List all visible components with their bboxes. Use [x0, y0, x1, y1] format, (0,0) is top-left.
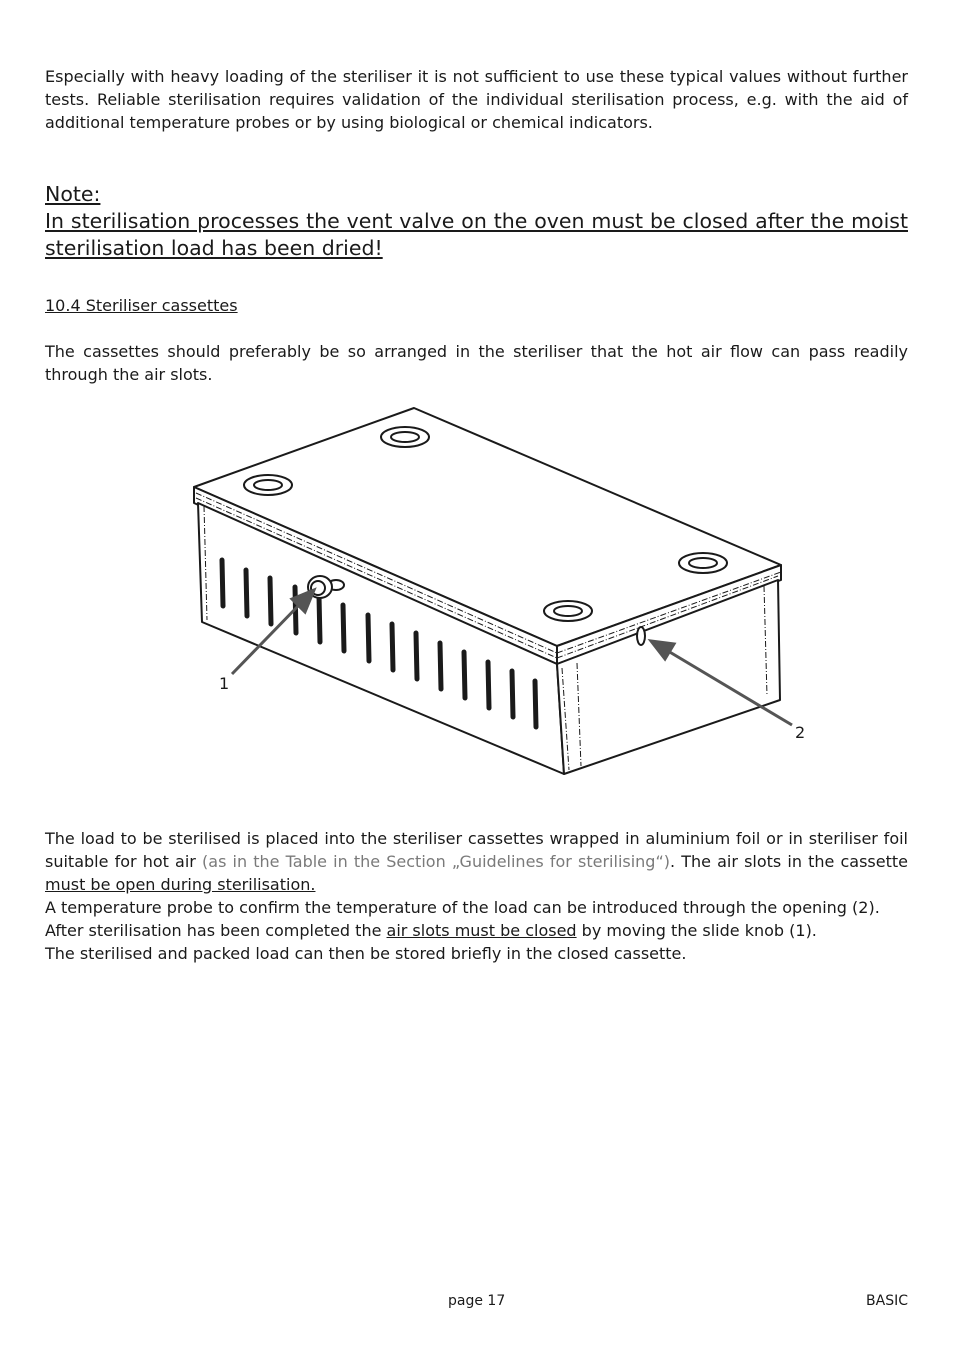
section-heading: 10.4 Steriliser cassettes: [45, 296, 238, 315]
body-p4: The sterilised and packed load can then be stored briefly in the closed cassette.: [45, 944, 687, 963]
body-p3-end: by moving the slide knob (1).: [576, 921, 817, 940]
cassette-illustration: [180, 400, 800, 790]
air-slots-open-note: must be open during sterilisation.: [45, 875, 316, 894]
section-intro-paragraph: The cassettes should preferably be so arranged in the steriliser that the hot air flow can pass readily through the air slots.: [45, 342, 908, 384]
intro-paragraph: Especially with heavy loading of the steriliser it is not sufficient to use these typical values without further tests. Reliable sterilisation requires validation of the individual sterilisation process, e.g. with the aid of additional temperature probes or by using biological or chemical indicators.: [45, 67, 908, 132]
note-text: In sterilisation processes the vent valve on the oven must be closed after the moist sterilisation load has been dried!: [45, 209, 908, 260]
callout-1: 1: [219, 674, 230, 693]
body-p2: A temperature probe to confirm the temperature of the load can be introduced through the opening (2).: [45, 898, 880, 917]
cassette-drawing: [180, 400, 800, 790]
body-p3-start: After sterilisation has been completed the: [45, 921, 387, 940]
guidelines-reference: (as in the Table in the Section „Guidelines for sterilising“): [202, 852, 670, 871]
page-number: page 17: [448, 1293, 506, 1309]
note-block: [45, 181, 908, 262]
body-paragraph: [45, 827, 908, 965]
body-line-group-1: [45, 827, 908, 896]
model-name: BASIC: [866, 1293, 908, 1309]
body-p1-mid: . The air slots in the cassette: [670, 852, 908, 871]
body-p3: [45, 919, 908, 942]
body-p1-start: The load to be sterilised is placed into the steriliser cassettes wrapped in aluminium foil or in steriliser foil suitable for hot air: [45, 829, 908, 871]
callout-2: 2: [795, 723, 806, 742]
air-slots-closed-note: air slots must be closed: [386, 921, 577, 940]
note-label: Note:: [45, 182, 101, 206]
